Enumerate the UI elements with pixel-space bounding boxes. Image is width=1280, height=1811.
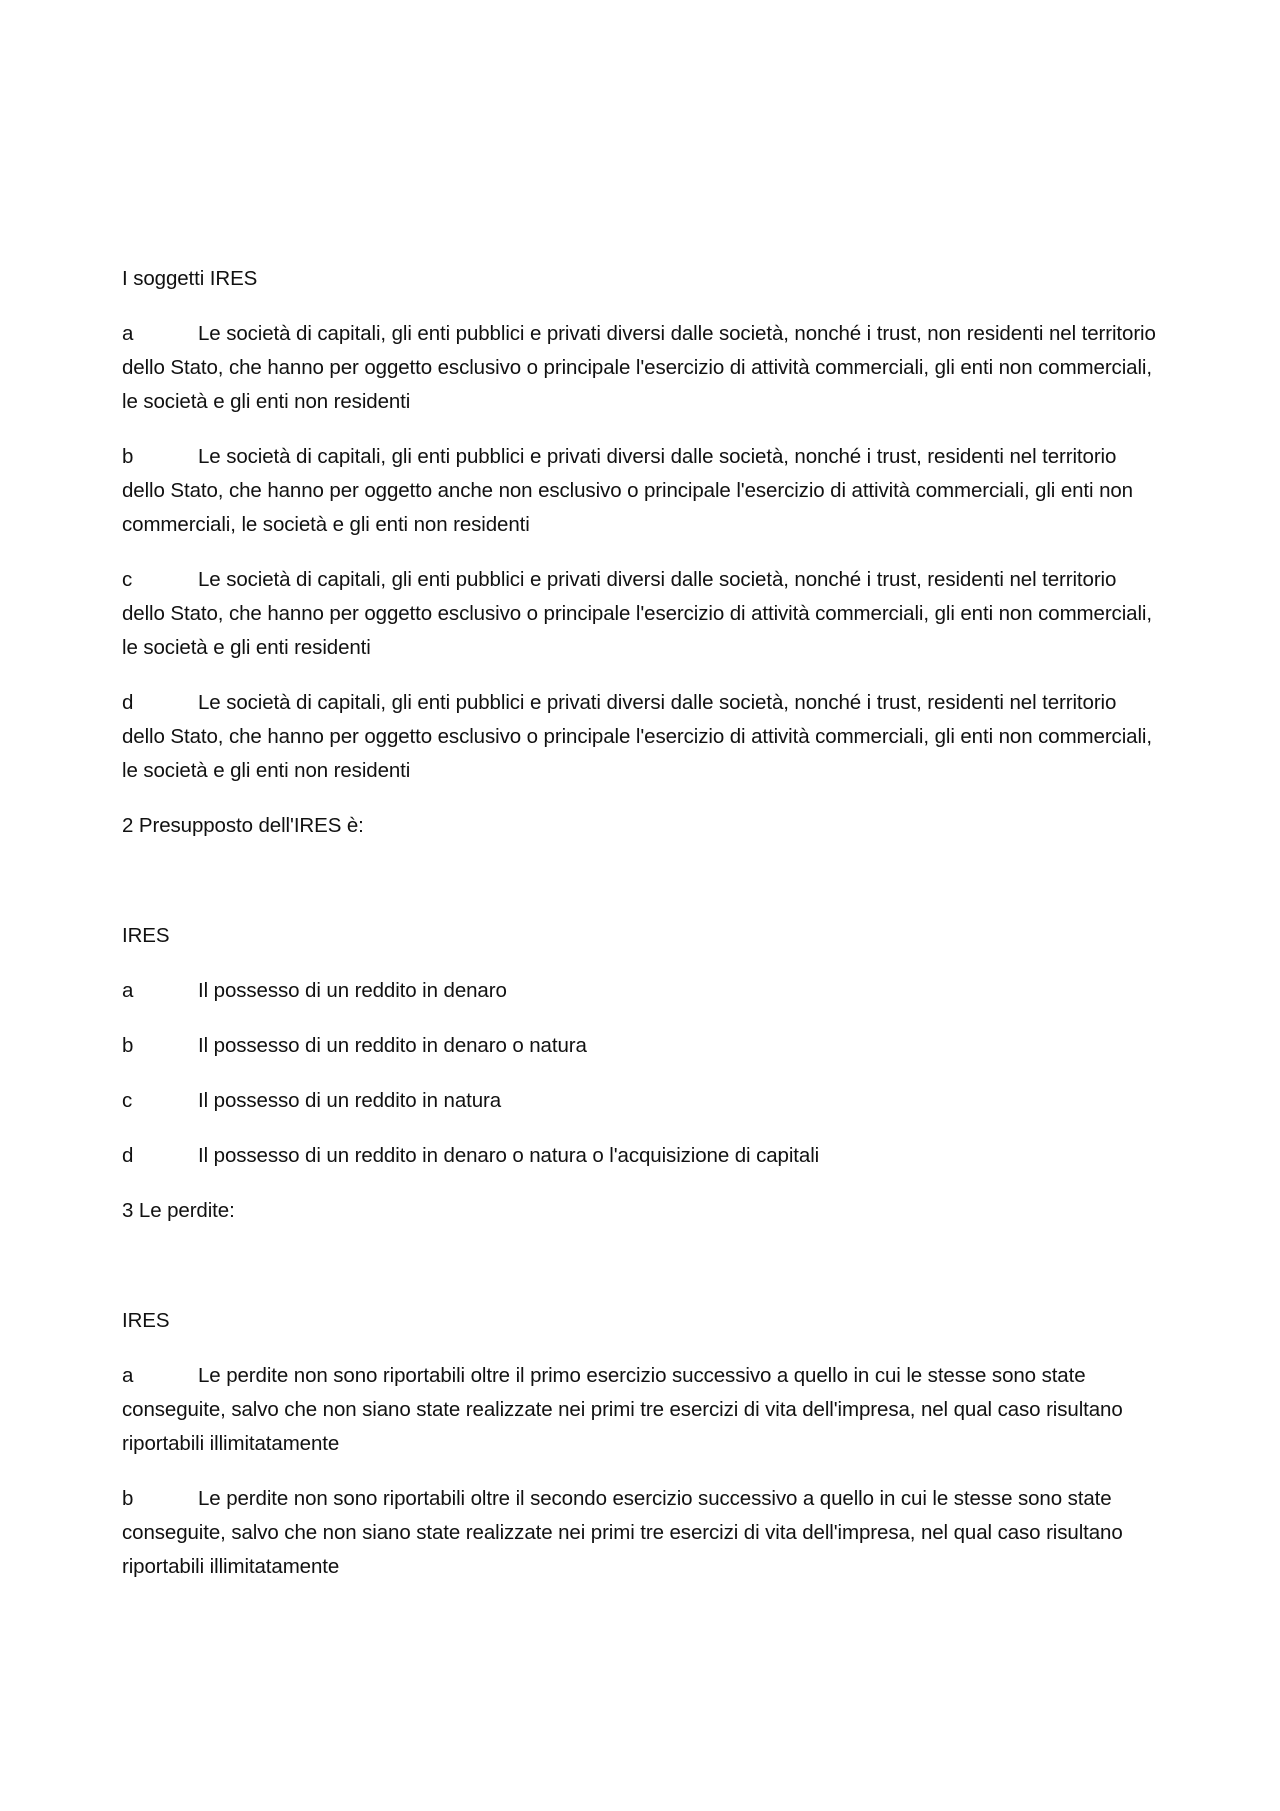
option-text: Il possesso di un reddito in denaro o natura	[198, 1034, 587, 1057]
option-letter: b	[122, 1487, 134, 1510]
question-3-option-a	[122, 1359, 1162, 1461]
option-letter: c	[122, 1089, 133, 1112]
option-letter: d	[122, 1144, 134, 1167]
question-2-option-d	[122, 1139, 1162, 1173]
option-letter: a	[122, 322, 134, 345]
question-2-option-c	[122, 1084, 1162, 1118]
question-2-title: 2 Presupposto dell'IRES è:	[122, 814, 364, 837]
question-2-option-a	[122, 974, 1162, 1008]
question-1-option-c	[122, 563, 1162, 665]
option-text: Il possesso di un reddito in denaro	[198, 979, 507, 1002]
option-letter: b	[122, 1034, 134, 1057]
blank-line	[122, 864, 1162, 919]
option-letter: a	[122, 979, 134, 1002]
question-1-option-b	[122, 440, 1162, 542]
option-letter: a	[122, 1364, 134, 1387]
option-text: Le perdite non sono riportabili oltre il primo esercizio successivo a quello in cui le stesse sono state conseguite, salvo che non siano state realizzate nei primi tre esercizi di vita dell'impresa, nel qual caso risultano riportabili illimitatamente	[122, 1364, 1123, 1455]
blank-line	[122, 1249, 1162, 1304]
option-letter: b	[122, 445, 134, 468]
option-text: Le società di capitali, gli enti pubblici e privati diversi dalle società, nonché i trust, residenti nel territorio dello Stato, che hanno per oggetto esclusivo o principale l'esercizio di attività commerciali, gli enti non commerciali, le società e gli enti non residenti	[122, 691, 1152, 782]
option-letter: c	[122, 568, 133, 591]
question-2-section: IRES	[122, 924, 170, 947]
question-1-option-d	[122, 686, 1162, 788]
option-text: Le perdite non sono riportabili oltre il secondo esercizio successivo a quello in cui le stesse sono state conseguite, salvo che non siano state realizzate nei primi tre esercizi di vita dell'impresa, nel qual caso risultano riportabili illimitatamente	[122, 1487, 1123, 1578]
option-text: Le società di capitali, gli enti pubblici e privati diversi dalle società, nonché i trust, non residenti nel territorio dello Stato, che hanno per oggetto esclusivo o principale l'esercizio di attività commerciali, gli enti non commerciali, le società e gli enti non residenti	[122, 322, 1156, 413]
option-text: Le società di capitali, gli enti pubblici e privati diversi dalle società, nonché i trust, residenti nel territorio dello Stato, che hanno per oggetto esclusivo o principale l'esercizio di attività commerciali, gli enti non commerciali, le società e gli enti residenti	[122, 568, 1152, 659]
question-2-option-b	[122, 1029, 1162, 1063]
option-letter: d	[122, 691, 134, 714]
question-3-title: 3 Le perdite:	[122, 1199, 235, 1222]
question-1-title: I soggetti IRES	[122, 267, 258, 290]
question-3-section: IRES	[122, 1309, 170, 1332]
option-text: Il possesso di un reddito in natura	[198, 1089, 502, 1112]
option-text: Il possesso di un reddito in denaro o natura o l'acquisizione di capitali	[198, 1144, 820, 1167]
question-3-option-b	[122, 1482, 1162, 1584]
option-text: Le società di capitali, gli enti pubblici e privati diversi dalle società, nonché i trust, residenti nel territorio dello Stato, che hanno per oggetto anche non esclusivo o principale l'esercizio di attività commerciali, gli enti non commerciali, le società e gli enti non residenti	[122, 445, 1133, 536]
document-page	[122, 262, 1162, 1605]
question-1-option-a	[122, 317, 1162, 419]
